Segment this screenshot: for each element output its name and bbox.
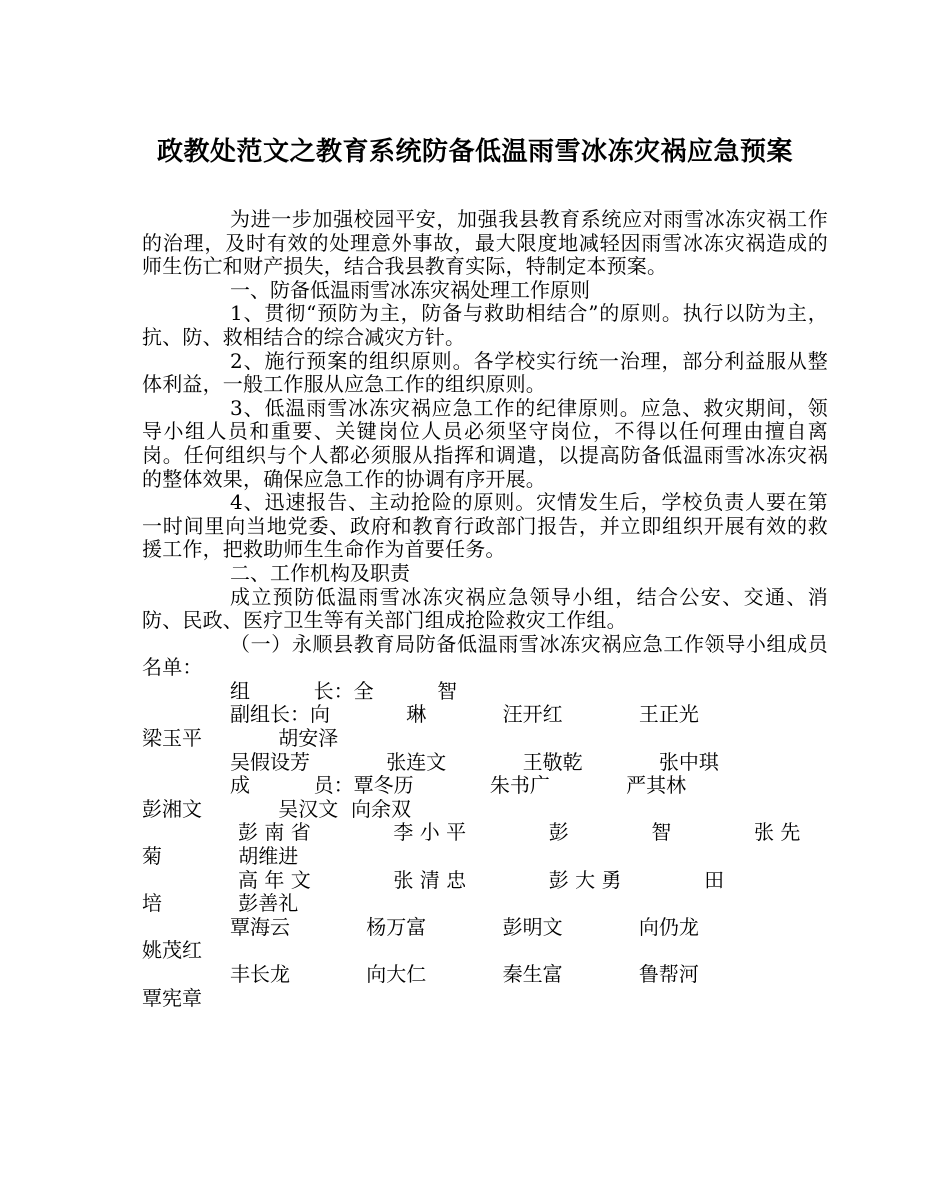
principle-paragraph-1: 1、贯彻“预防为主，防备与救助相结合”的原则。执行以防为主，抗、防、救相结合的综合减灾方针。 <box>142 301 828 349</box>
member-row-members-8: 姚茂红 <box>142 938 202 963</box>
member-row-members-2: 彭湘文 吴汉文 向余双 <box>142 796 412 821</box>
member-row-members-4: 菊 胡维进 <box>142 844 299 869</box>
principle-paragraph-4: 4、迅速报告、主动抢险的原则。灾情发生后，学校负责人要在第一时间里向当地党委、政府和教育行政部门报告，并立即组织开展有效的救援工作，把救助师生生命作为首要任务。 <box>142 490 828 562</box>
principle-paragraph-2: 2、施行预案的组织原则。各学校实行统一治理，部分利益服从整体利益，一般工作服从应急工作的组织原则。 <box>142 348 828 397</box>
organization-paragraph: 成立预防低温雨雪冰冻灾祸应急领导小组，结合公安、交通、消防、民政、医疗卫生等有关部门组成抢险救灾工作组。 <box>142 584 828 633</box>
member-row-members-1: 成 员：覃冬历 朱书广 严其林 <box>230 773 687 798</box>
intro-paragraph: 为进一步加强校园平安，加强我县教育系统应对雨雪冰冻灾祸工作的治理，及时有效的处理意外事故，最大限度地减轻因雨雪冰冻灾祸造成的师生伤亡和财产损失，结合我县教育实际，特制定本预案。 <box>142 207 828 279</box>
member-row-members-10: 覃宪章 <box>142 985 202 1010</box>
member-row-deputy-1: 副组长：向 琳 汪开红 王正光 <box>230 702 699 727</box>
member-row-leader: 组 长：全 智 <box>230 678 458 703</box>
member-row-members-9: 丰长龙 向大仁 秦生富 鲁帮河 <box>230 962 699 986</box>
member-row-deputy-3: 吴假设芳 张连文 王敬乾 张中琪 <box>230 749 719 774</box>
member-row-members-3: 彭 南 省 李 小 平 彭 智 张 先 <box>238 820 801 845</box>
member-row-members-7: 覃海云 杨万富 彭明文 向仍龙 <box>230 914 699 939</box>
group-heading: （一）永顺县教育局防备低温雨雪冰冻灾祸应急工作领导小组成员名单： <box>142 631 828 680</box>
member-row-deputy-2: 梁玉平 胡安泽 <box>142 726 339 751</box>
member-row-members-5: 高 年 文 张 清 忠 彭 大 勇 田 <box>238 867 725 892</box>
principle-paragraph-3: 3、低温雨雪冰冻灾祸应急工作的纪律原则。应急、救灾期间，领导小组人员和重要、关键岗位人员必须坚守岗位，不得以任何理由擅自离岗。任何组织与个人都必须服从指挥和调遣，以提高防备低温雨雪冰冻灾祸的整体效果，确保应急工作的协调有序开展。 <box>142 395 828 491</box>
section-heading-principles: 一、防备低温雨雪冰冻灾祸处理工作原则 <box>230 277 590 302</box>
section-heading-organization: 二、工作机构及职责 <box>230 560 410 585</box>
document-title: 政教处范文之教育系统防备低温雨雪冰冻灾祸应急预案 <box>156 137 793 167</box>
member-row-members-6: 培 彭善礼 <box>142 891 299 916</box>
document-body <box>142 208 828 1010</box>
